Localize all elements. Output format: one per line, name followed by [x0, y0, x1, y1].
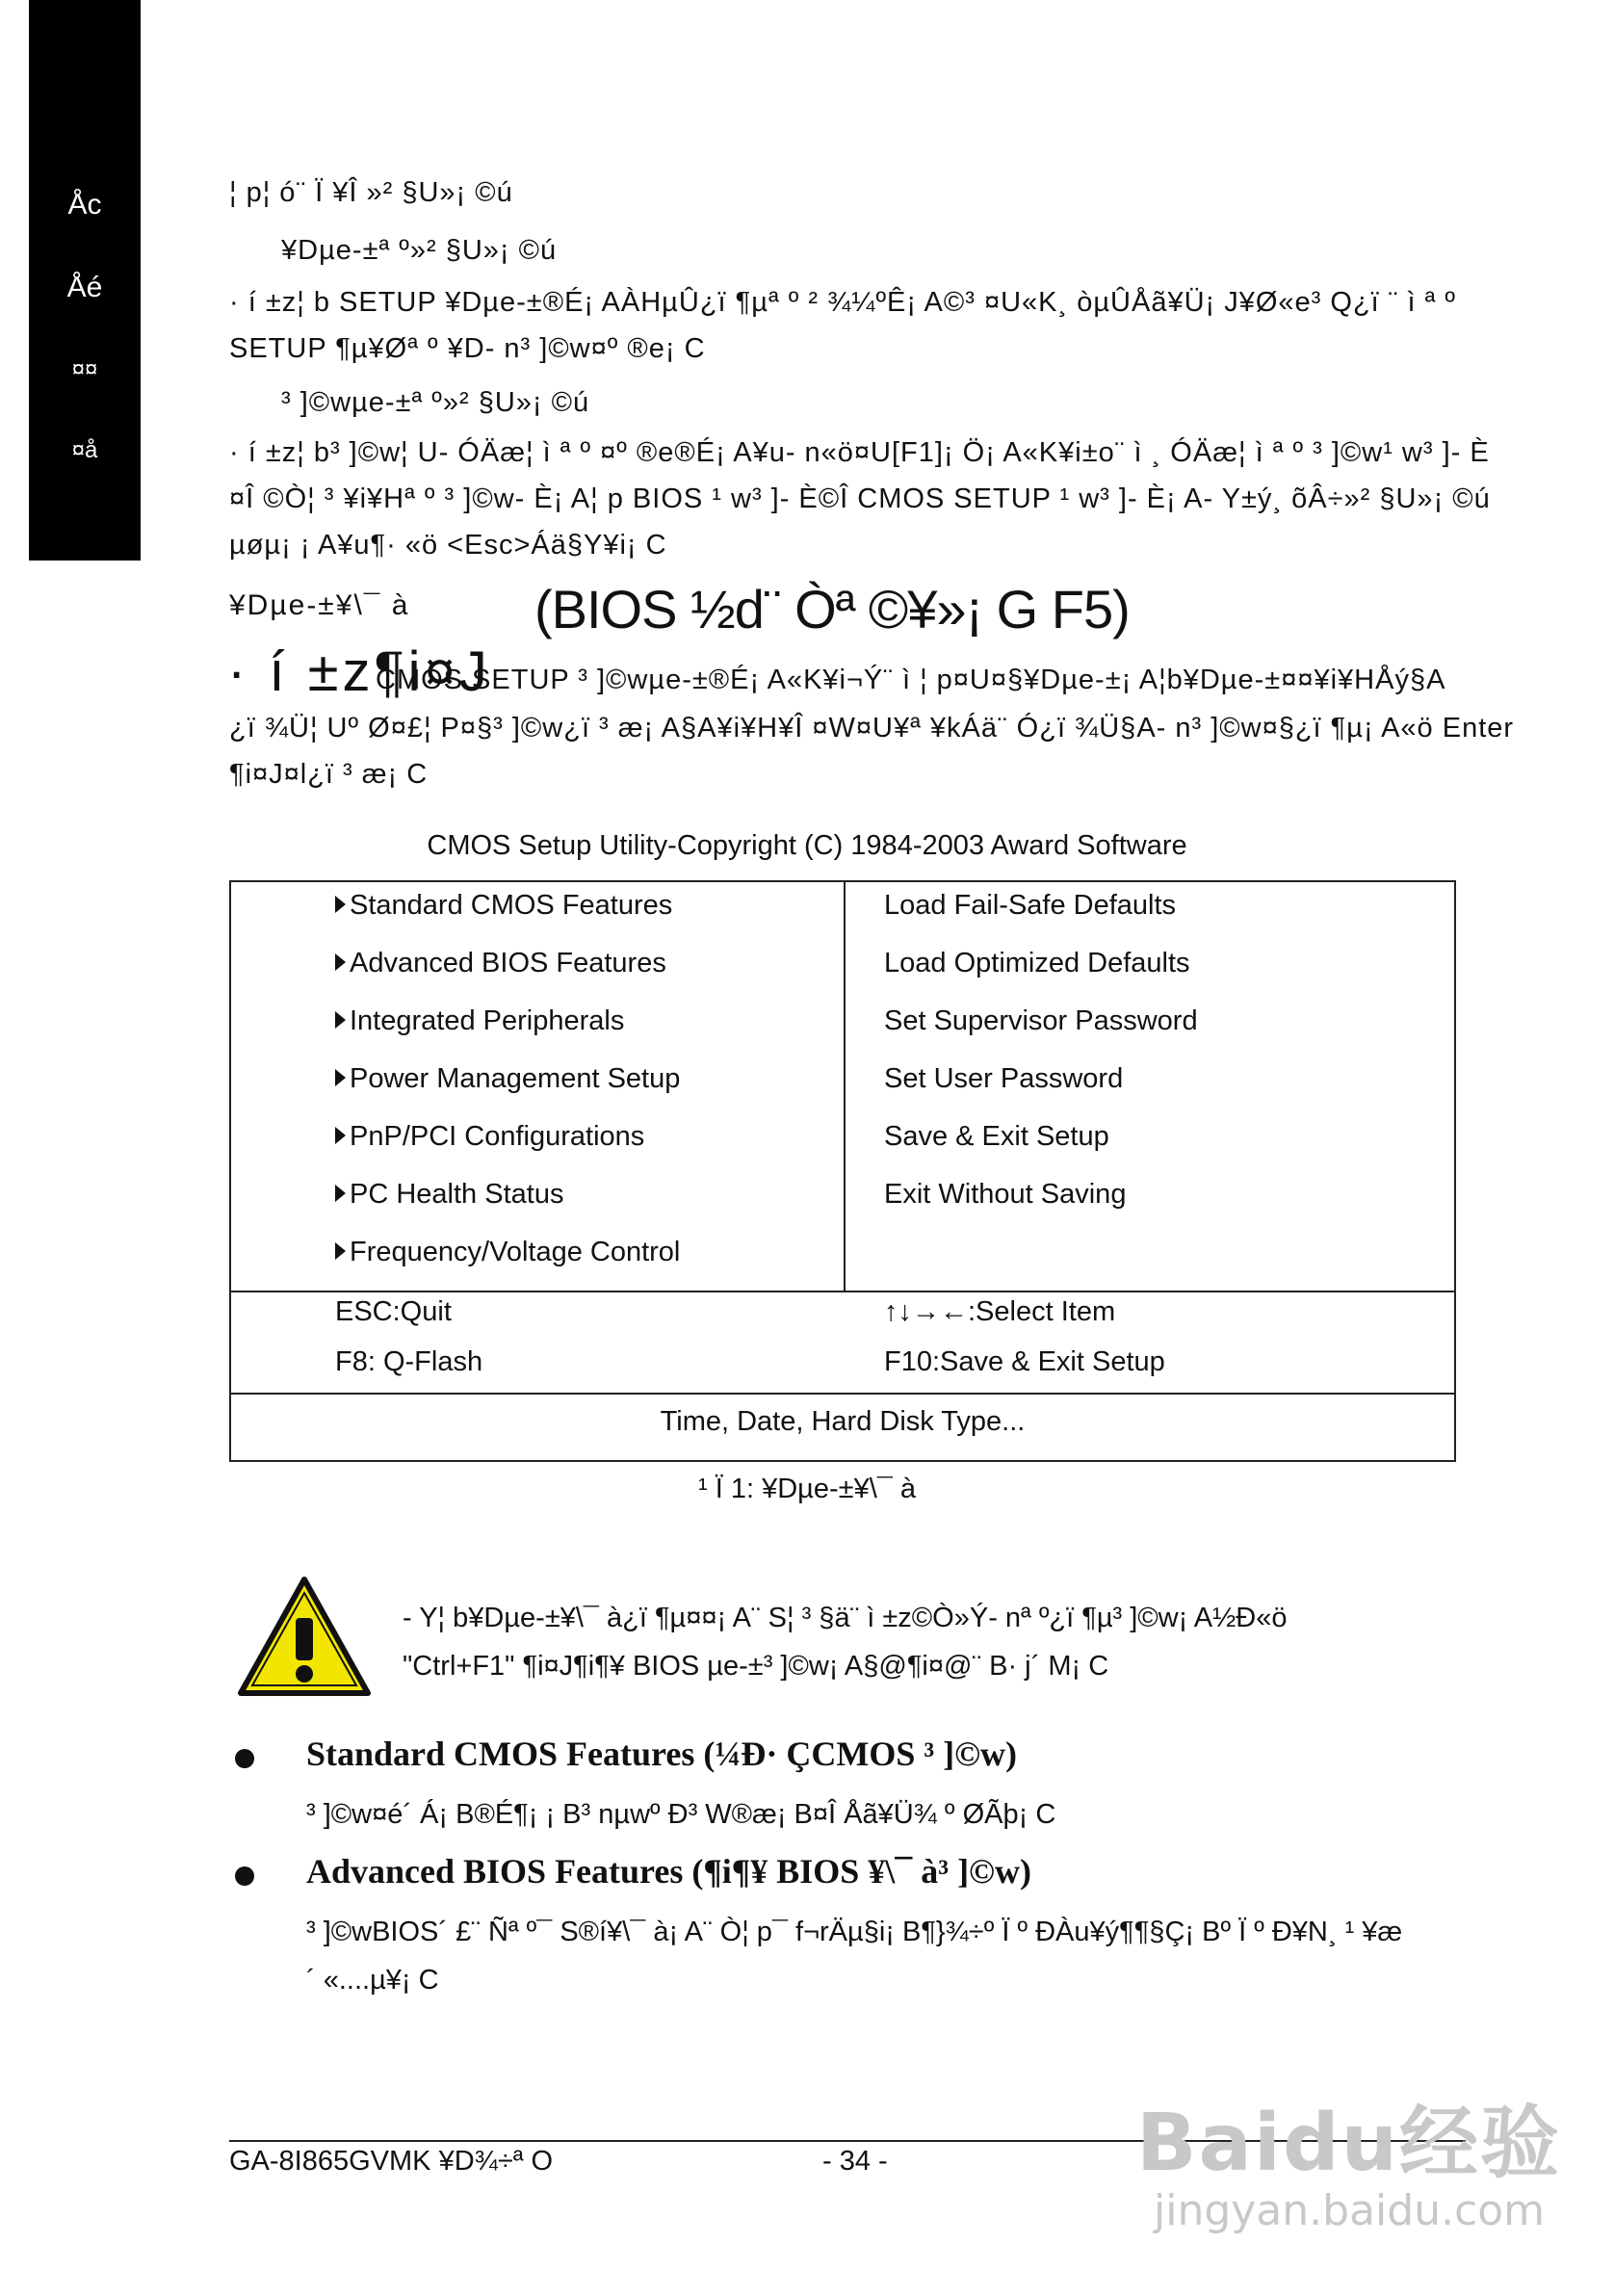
- menu-item-load-optimized[interactable]: Load Optimized Defaults: [884, 948, 1190, 978]
- chapter-sidebar: [29, 0, 141, 561]
- menu-item-power-management[interactable]: Power Management Setup: [335, 1063, 680, 1095]
- menu-column-divider: [844, 882, 846, 1291]
- submenu-arrow-icon: [335, 1242, 346, 1260]
- section-text-line-3: ¶i¤J¤l¿ï ³ æ¡ C: [229, 759, 429, 790]
- bios-main-menu: [229, 880, 1456, 1462]
- key-hint-f10: F10:Save & Exit Setup: [884, 1346, 1165, 1377]
- menu-item-pnp-pci[interactable]: PnP/PCI Configurations: [335, 1121, 644, 1153]
- menu-item-advanced-bios[interactable]: Advanced BIOS Features: [335, 948, 666, 979]
- menu-item-supervisor-password[interactable]: Set Supervisor Password: [884, 1005, 1198, 1036]
- menu-row-divider-1: [231, 1291, 1454, 1292]
- key-hint-f8: F8: Q-Flash: [335, 1346, 483, 1377]
- section-title-left: ¥Dµe-±¥\¯ à: [229, 589, 410, 621]
- feature-text-advanced-bios-line-1: ³ ]©wBIOS´ £¨ Ñª º¯ S®í¥\¯ à¡ A¨ Ò¦ p¯ f¬rÄµ§i¡ B¶}¾÷º Ï º ÐÀu¥ý¶¶§Ç¡ Bº Ï º Ð¥N¸ ¹ ¥æ: [306, 1917, 1403, 1947]
- watermark-logo: Baidu经验: [1136, 2098, 1562, 2189]
- figure-caption: ¹ Ï 1: ¥Dµe-±¥\¯ à: [698, 1474, 916, 1504]
- submenu-arrow-icon: [335, 1127, 346, 1144]
- sidebar-char-2: Åé: [66, 272, 103, 303]
- section-big-prefix: · í ±z¶i¤J: [227, 640, 491, 703]
- menu-item-save-exit[interactable]: Save & Exit Setup: [884, 1121, 1109, 1152]
- footer-model: GA-8I865GVMK ¥D¾÷ª O: [229, 2146, 554, 2177]
- paragraph-main-help-line-2: SETUP ¶µ¥Øª º ¥D- n³ ]©w¤º ®e¡ C: [229, 333, 706, 364]
- bullet-icon: [235, 1749, 254, 1768]
- sidebar-char-4: ¤å: [71, 437, 98, 463]
- menu-item-integrated-peripherals[interactable]: Integrated Peripherals: [335, 1005, 624, 1037]
- submenu-arrow-icon: [335, 1069, 346, 1086]
- sidebar-char-1: Åc: [67, 189, 102, 221]
- footer-page-number: - 34 -: [822, 2146, 888, 2177]
- key-hint-esc: ESC:Quit: [335, 1296, 452, 1327]
- paragraph-setup-help-line-3: µøµ¡ ¡ A¥u¶· «ö <Esc>Áä§Y¥i¡ C: [229, 530, 667, 561]
- key-hint-select: ↑↓→←:Select Item: [884, 1296, 1116, 1327]
- menu-item-standard-cmos[interactable]: Standard CMOS Features: [335, 890, 672, 922]
- feature-text-advanced-bios-line-2: ´ «....µ¥¡ C: [306, 1965, 439, 1996]
- feature-heading-standard-cmos: Standard CMOS Features (¼Ð· ÇCMOS ³ ]©w): [306, 1735, 1017, 1773]
- menu-item-frequency-voltage[interactable]: Frequency/Voltage Control: [335, 1237, 680, 1268]
- section-text-line-1: CMOS SETUP ³ ]©wµe-±®É¡ A«K¥i¬Ý¨ ì ¦ p¤U¤§¥Dµe-±¡ A¦b¥Dµe-±¤¤¥i¥HÅý§A: [376, 665, 1446, 695]
- paragraph-main-help-heading: ¥Dµe-±ª º»² §U»¡ ©ú: [281, 235, 558, 266]
- baidu-watermark: [1136, 2080, 1599, 2263]
- paragraph-setup-help-line-1: · í ±z¦ b³ ]©w¦ U- ÓÄæ¦ ì ª º ¤º ®e®É¡ A¥u- n«ö¤U[F1]¡ Ö¡ A«K¥i±o¨ ì ¸ ÓÄæ¦ ì ª º ³ ]©w¹ w³ ]- È: [229, 437, 1490, 468]
- menu-item-pc-health[interactable]: PC Health Status: [335, 1179, 563, 1211]
- submenu-arrow-icon: [335, 1011, 346, 1029]
- submenu-arrow-icon: [335, 953, 346, 971]
- section-text-line-2: ¿ï ¾Ü¦ Uº Ø¤£¦ P¤§³ ]©w¿ï ³ æ¡ A§A¥i¥H¥Î ¤W¤U¥ª ¥kÁä¨ Ó¿ï ¾Ü§A- n³ ]©w¤§¿ï ¶µ¡ A«ö Enter: [229, 713, 1515, 744]
- menu-item-user-password[interactable]: Set User Password: [884, 1063, 1124, 1094]
- paragraph-setup-help-line-2: ¤Î ©Ò¦ ³ ¥i¥Hª º ³ ]©w- È¡ A¦ p BIOS ¹ w³ ]- È©Î CMOS SETUP ¹ w³ ]- È¡ A- Y±ý¸ õÂ÷»² §U»¡ ©ú: [229, 483, 1491, 514]
- warning-text-line-1: - Y¦ b¥Dµe-±¥\¯ à¿ï ¶µ¤¤¡ A¨ S¦ ³ §ä¨ ì ±z©Ò»Ý- nª º¿ï ¶µ³ ]©w¡ A½Ð«ö: [403, 1603, 1288, 1633]
- bullet-icon: [235, 1866, 254, 1886]
- submenu-arrow-icon: [335, 896, 346, 913]
- warning-icon: [237, 1576, 372, 1697]
- submenu-arrow-icon: [335, 1185, 346, 1202]
- feature-text-standard-cmos: ³ ]©w¤é´ Á¡ B®É¶¡ ¡ B³ nµwº Ð³ W®æ¡ B¤Î Åã¥Ü¾ º ØÃþ¡ C: [306, 1799, 1056, 1830]
- feature-heading-advanced-bios: Advanced BIOS Features (¶i¶¥ BIOS ¥\¯ à³ ]©w): [306, 1852, 1031, 1891]
- bios-header: CMOS Setup Utility-Copyright (C) 1984-2003 Award Software: [427, 830, 1187, 861]
- menu-item-exit-without-saving[interactable]: Exit Without Saving: [884, 1179, 1127, 1210]
- section-title-big: (BIOS ½d¨ Òª ©¥»¡ G F5): [534, 579, 1130, 639]
- sidebar-char-3: ¤¤: [71, 356, 98, 382]
- paragraph-main-help-line-1: · í ±z¦ b SETUP ¥Dµe-±®É¡ AÀHµÛ¿ï ¶µª º ² ¾¼ºÊ¡ A©³ ¤U«K¸ òµÛÅã¥Ü¡ J¥Ø«e³ Q¿ï ¨ ì ª º: [229, 287, 1456, 318]
- menu-help-line: Time, Date, Hard Disk Type...: [660, 1406, 1026, 1437]
- menu-item-load-fail-safe[interactable]: Load Fail-Safe Defaults: [884, 890, 1177, 921]
- warning-text-line-2: "Ctrl+F1" ¶i¤J¶i¶¥ BIOS µe-±³ ]©w¡ A§@¶i¤@¨ B· j´ M¡ C: [403, 1651, 1109, 1682]
- watermark-url: jingyan.baidu.com: [1154, 2186, 1546, 2235]
- paragraph-help-heading: ¦ p¦ ó¨ Ï ¥Î »² §U»¡ ©ú: [229, 177, 513, 208]
- menu-row-divider-2: [231, 1393, 1454, 1395]
- paragraph-setup-help-heading: ³ ]©wµe-±ª º»² §U»¡ ©ú: [281, 387, 590, 418]
